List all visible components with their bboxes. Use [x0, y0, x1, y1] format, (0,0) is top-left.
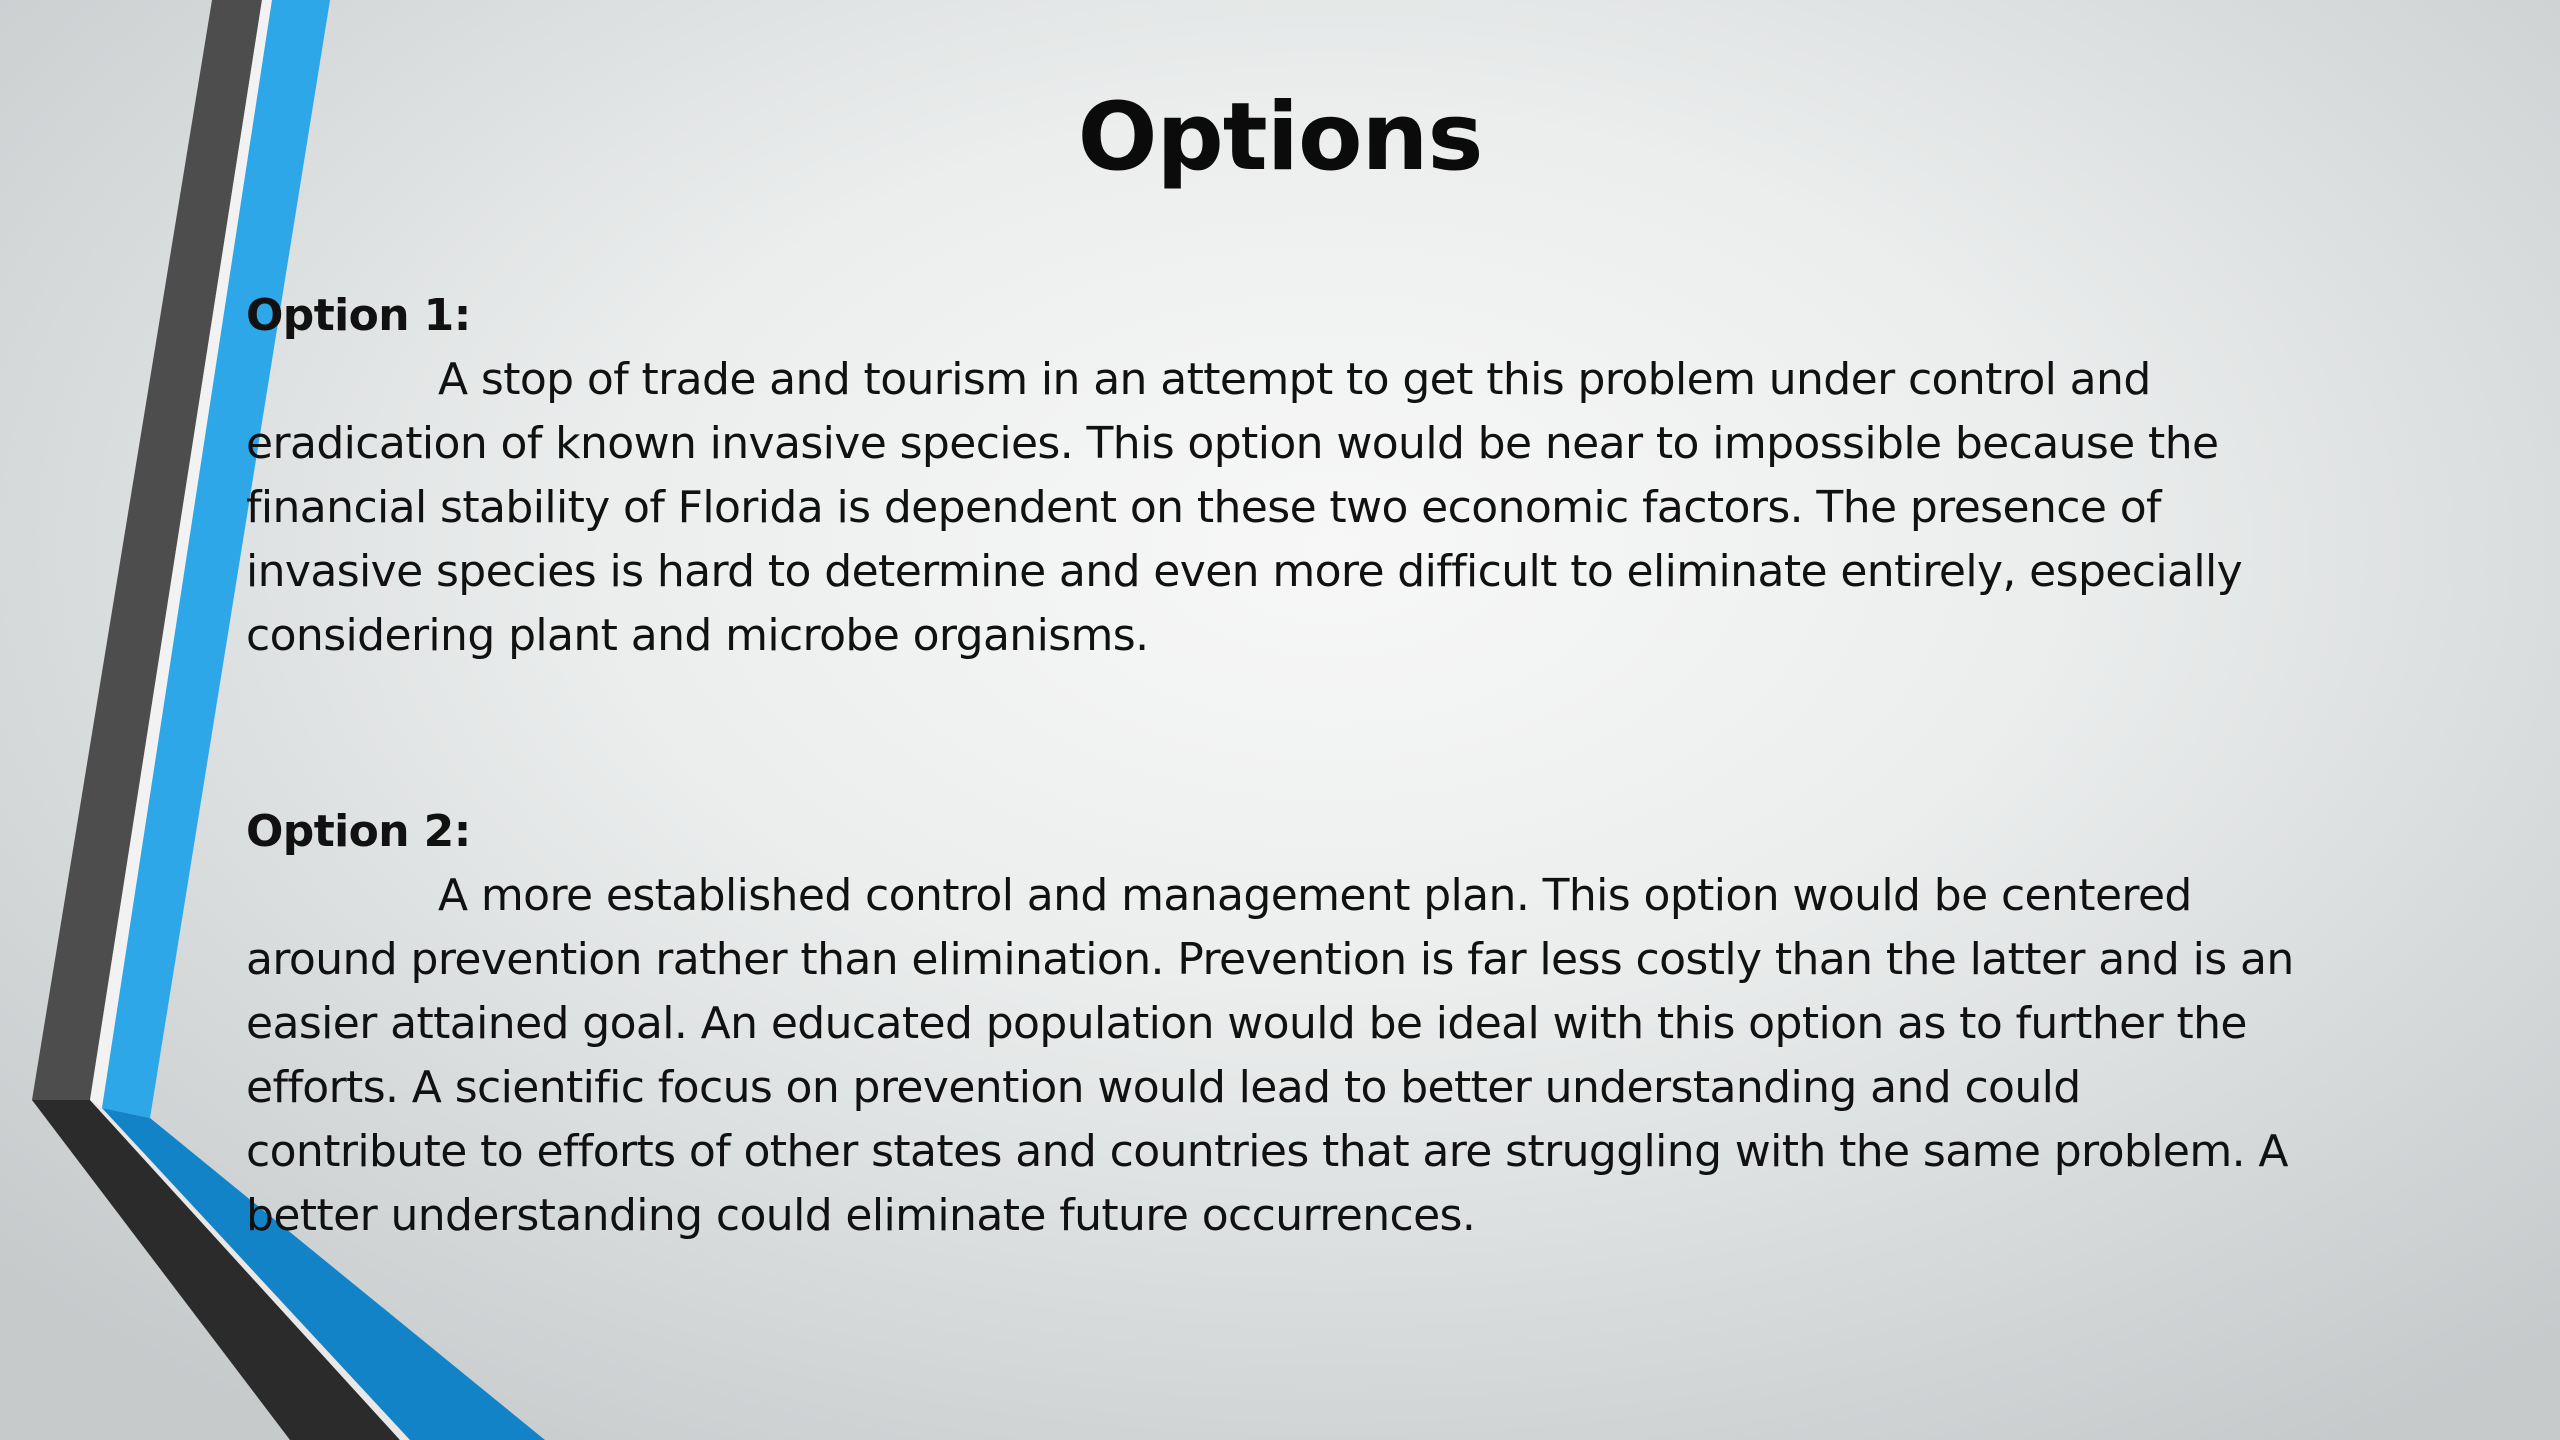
option-2-body: A more established control and management plan. This option would be centered around prevention rather than elimination. Prevention is far less costly than the latter and is an easier attained goal. An educated population would be ideal with this option as to further the efforts. A scientific focus on prevention would lead to better understanding and could contribute to efforts of other states and countries that are struggling with the same problem. A better understanding could eliminate future occurrences.: [246, 870, 2294, 1241]
slide-title: Options: [1077, 83, 1483, 192]
option-1-body: A stop of trade and tourism in an attempt to get this problem under control and eradication of known invasive species. This option would be near to impossible because the financial stability of Florida is dependent on these two economic factors. The presence of invasive species is hard to determine and even more difficult to eliminate entirely, especially considering plant and microbe organisms.: [246, 354, 2243, 661]
option-2: [246, 796, 2306, 1248]
option-2-label: Option 2:: [246, 806, 471, 857]
options-content: [246, 280, 2306, 1248]
option-1-label: Option 1:: [246, 290, 471, 341]
option-1: [246, 280, 2306, 668]
